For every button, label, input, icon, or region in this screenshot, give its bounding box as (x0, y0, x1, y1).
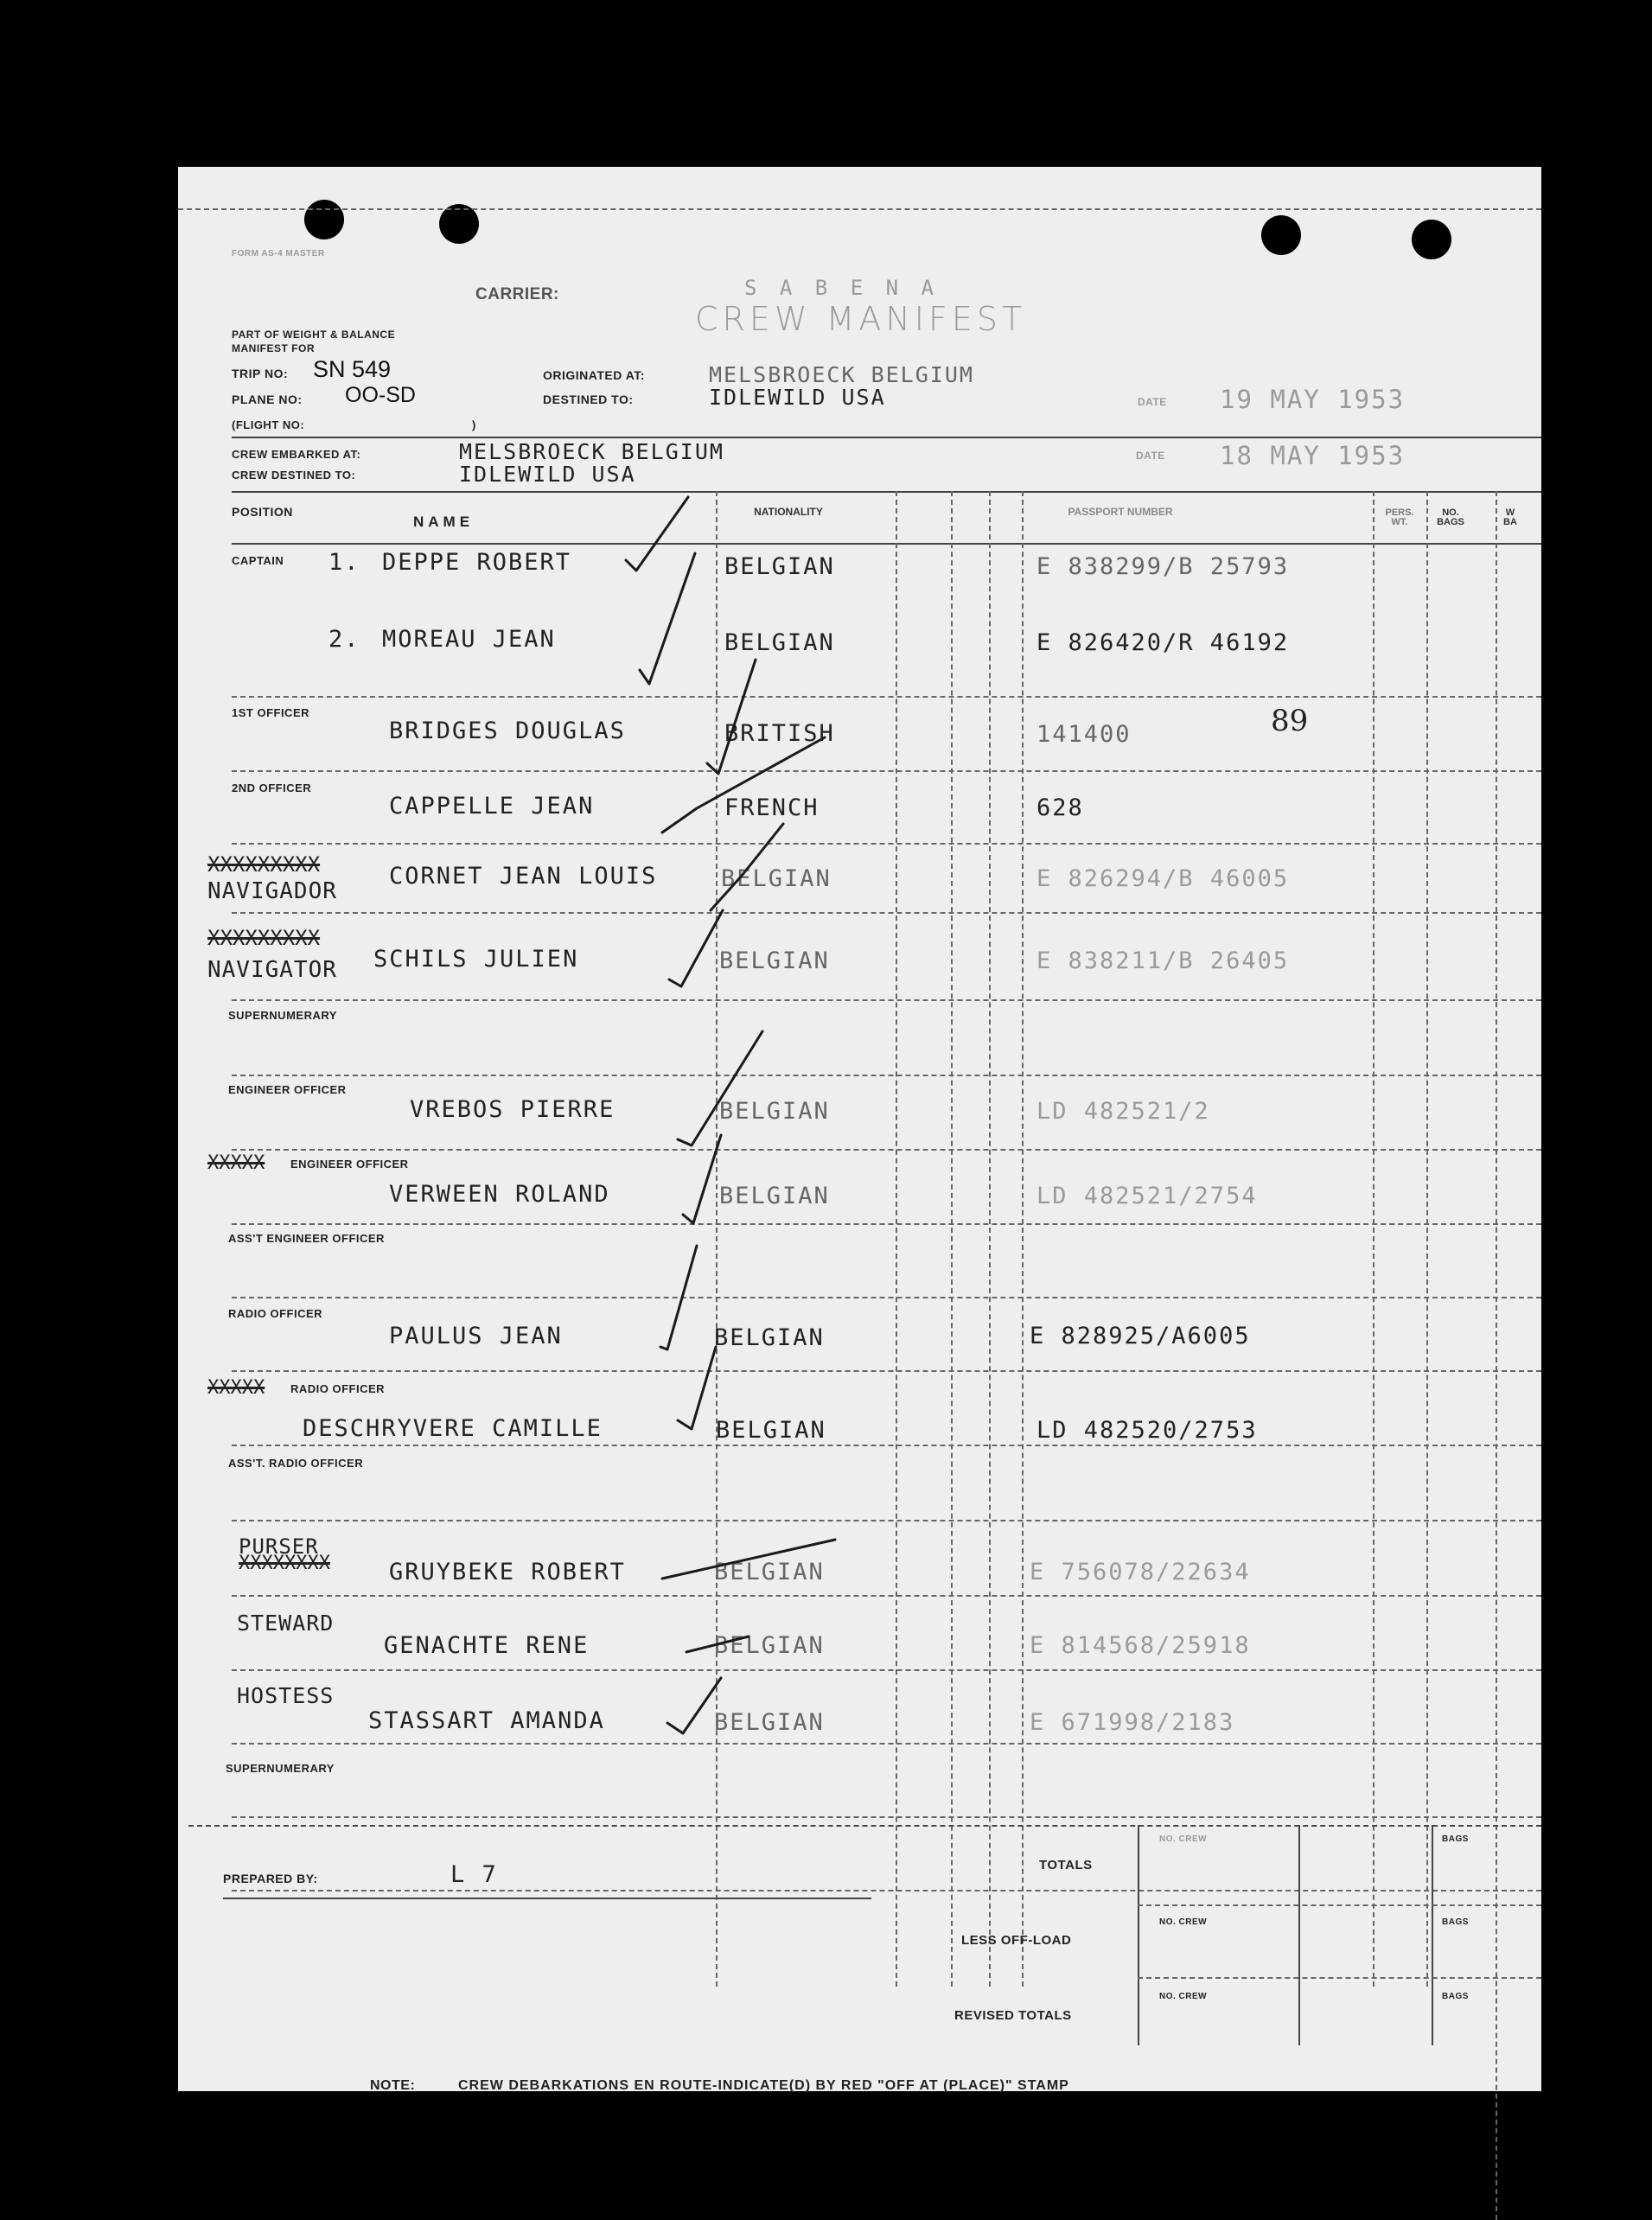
row-position: CAPTAIN (232, 554, 284, 567)
col-position: POSITION (232, 505, 293, 519)
handwritten-check-marks (178, 167, 1541, 2091)
row-nationality: BELGIAN (714, 1324, 825, 1351)
crew-destined-label: CREW DESTINED TO: (232, 469, 356, 482)
row-passport: LD 482521/2 (1036, 1098, 1210, 1125)
flight-close: ) (472, 418, 476, 431)
no-crew-label: NO. CREW (1159, 1992, 1208, 2001)
plane-number: OO-SD (345, 383, 416, 407)
trip-label: TRIP NO: (232, 367, 289, 380)
date2-value: 18 MAY 1953 (1220, 441, 1406, 470)
row-position: SUPERNUMERARY (226, 1762, 335, 1775)
row-passport: E 826294/B 46005 (1036, 865, 1290, 892)
part-of-label: PART OF WEIGHT & BALANCE (232, 329, 396, 341)
row-position: HOSTESS (237, 1683, 335, 1708)
row-position-struck: XXXXXXXX (239, 1553, 330, 1574)
crew-embarked-value: MELSBROECK BELGIUM (459, 439, 724, 464)
col-name: NAME (413, 514, 475, 530)
plane-label: PLANE NO: (232, 392, 303, 406)
row-name: STASSART AMANDA (368, 1707, 605, 1734)
row-nationality: BELGIAN (719, 947, 830, 974)
row-passport: E 826420/R 46192 (1036, 629, 1290, 656)
row-name: GRUYBEKE ROBERT (389, 1559, 626, 1585)
row-passport: 628 (1036, 794, 1084, 821)
flight-label: (FLIGHT NO: (232, 418, 305, 431)
row-passport: E 671998/2183 (1030, 1709, 1235, 1736)
crew-destined-value: IDLEWILD USA (459, 462, 636, 487)
trip-number: SN 549 (313, 356, 392, 382)
no-crew-label: NO. CREW (1159, 1834, 1208, 1844)
row-name: DESCHRYVERE CAMILLE (303, 1415, 603, 1442)
revised-totals-label: REVISED TOTALS (954, 2008, 1072, 2023)
note-text: CREW DEBARKATIONS EN ROUTE-INDICATE(D) BY RED "OFF AT (PLACE)" STAMP (458, 2078, 1069, 2093)
note-label: NOTE: (370, 2078, 416, 2093)
row-passport: E 814568/25918 (1030, 1632, 1251, 1659)
originated-label: ORIGINATED AT: (543, 368, 645, 382)
no-crew-label: NO. CREW (1159, 1917, 1208, 1927)
row-position-struck: XXXXX (207, 1377, 265, 1399)
row-nationality: BELGIAN (724, 553, 835, 580)
date2-label: DATE (1136, 450, 1165, 462)
row-nationality: BELGIAN (719, 1183, 830, 1209)
less-offload-label: LESS OFF-LOAD (961, 1933, 1072, 1948)
manifest-for-label: MANIFEST FOR (232, 342, 315, 354)
date-value: 19 MAY 1953 (1220, 385, 1406, 414)
row-passport: E 828925/A6005 (1030, 1323, 1251, 1349)
row-nationality: BELGIAN (721, 865, 832, 892)
col-no-bags: NO. BAGS (1437, 507, 1464, 527)
row-position: NAVIGATOR (207, 957, 337, 983)
row-name: CORNET JEAN LOUIS (389, 863, 658, 890)
col-passport: PASSPORT NUMBER (1068, 506, 1173, 518)
crew-embarked-label: CREW EMBARKED AT: (232, 448, 361, 461)
row-position: RADIO OFFICER (228, 1307, 323, 1320)
row-name: CAPPELLE JEAN (389, 793, 595, 820)
prepared-label: PREPARED BY: (223, 1872, 318, 1885)
handwritten-note: 89 (1271, 704, 1309, 738)
row-nationality: BELGIAN (714, 1709, 825, 1736)
row-nationality: BRITISH (724, 720, 835, 747)
col-wt-bags: W BA (1503, 507, 1517, 527)
row-nationality: BELGIAN (716, 1417, 826, 1444)
row-name: SCHILS JULIEN (373, 946, 579, 973)
carrier-name: S A B E N A (744, 276, 939, 300)
row-position: ENGINEER OFFICER (290, 1158, 409, 1171)
totals-label: TOTALS (1039, 1858, 1093, 1872)
row-position-struck: XXXXXXXXX (207, 926, 321, 950)
form-code: FORM AS-4 MASTER (232, 249, 325, 258)
row-passport: E 756078/22634 (1030, 1559, 1251, 1585)
bags-label: BAGS (1442, 1992, 1469, 2001)
row-position: 2ND OFFICER (232, 781, 312, 794)
row-nationality: BELGIAN (719, 1098, 830, 1125)
manifest-sheet (178, 167, 1541, 2091)
row-name: GENACHTE RENE (384, 1632, 590, 1659)
row-name: BRIDGES DOUGLAS (389, 718, 626, 744)
col-pers-wt: PERS. WT. (1385, 507, 1414, 527)
row-name: PAULUS JEAN (389, 1323, 563, 1349)
row-position: NAVIGADOR (207, 878, 337, 904)
prepared-value: L 7 (450, 1861, 498, 1888)
row-passport: LD 482521/2754 (1036, 1183, 1258, 1209)
row-nationality: BELGIAN (714, 1632, 825, 1659)
row-position: STEWARD (237, 1611, 335, 1636)
row-number: 1. (328, 549, 360, 576)
row-position: ASS'T. RADIO OFFICER (228, 1457, 364, 1470)
manifest-title: CREW MANIFEST (695, 300, 1027, 338)
row-nationality: BELGIAN (724, 629, 835, 656)
row-passport: E 838299/B 25793 (1036, 553, 1290, 580)
row-nationality: FRENCH (724, 794, 820, 821)
row-position: ENGINEER OFFICER (228, 1083, 347, 1096)
row-position-struck: XXXXXXXXX (207, 852, 321, 877)
row-position: 1ST OFFICER (232, 706, 310, 719)
bags-label: BAGS (1442, 1834, 1469, 1844)
row-position: PURSER (239, 1534, 319, 1559)
row-nationality: BELGIAN (714, 1559, 825, 1585)
row-name: MOREAU JEAN (382, 626, 556, 653)
row-passport: 141400 (1036, 721, 1132, 748)
row-position-struck: XXXXX (207, 1152, 265, 1174)
originated-value: MELSBROECK BELGIUM (709, 362, 974, 387)
row-number: 2. (328, 626, 360, 653)
destined-value: IDLEWILD USA (709, 385, 886, 410)
row-passport: LD 482520/2753 (1036, 1417, 1258, 1444)
row-name: DEPPE ROBERT (382, 549, 572, 576)
row-name: VERWEEN ROLAND (389, 1181, 610, 1208)
destined-label: DESTINED TO: (543, 392, 634, 406)
row-name: VREBOS PIERRE (410, 1096, 616, 1123)
row-passport: E 838211/B 26405 (1036, 947, 1290, 974)
row-position: RADIO OFFICER (290, 1382, 386, 1395)
bags-label: BAGS (1442, 1917, 1469, 1927)
carrier-label: CARRIER: (475, 285, 559, 303)
row-position: SUPERNUMERARY (228, 1009, 337, 1022)
col-nationality: NATIONALITY (754, 506, 823, 518)
date-label: DATE (1138, 396, 1167, 408)
row-position: ASS'T ENGINEER OFFICER (228, 1232, 385, 1245)
